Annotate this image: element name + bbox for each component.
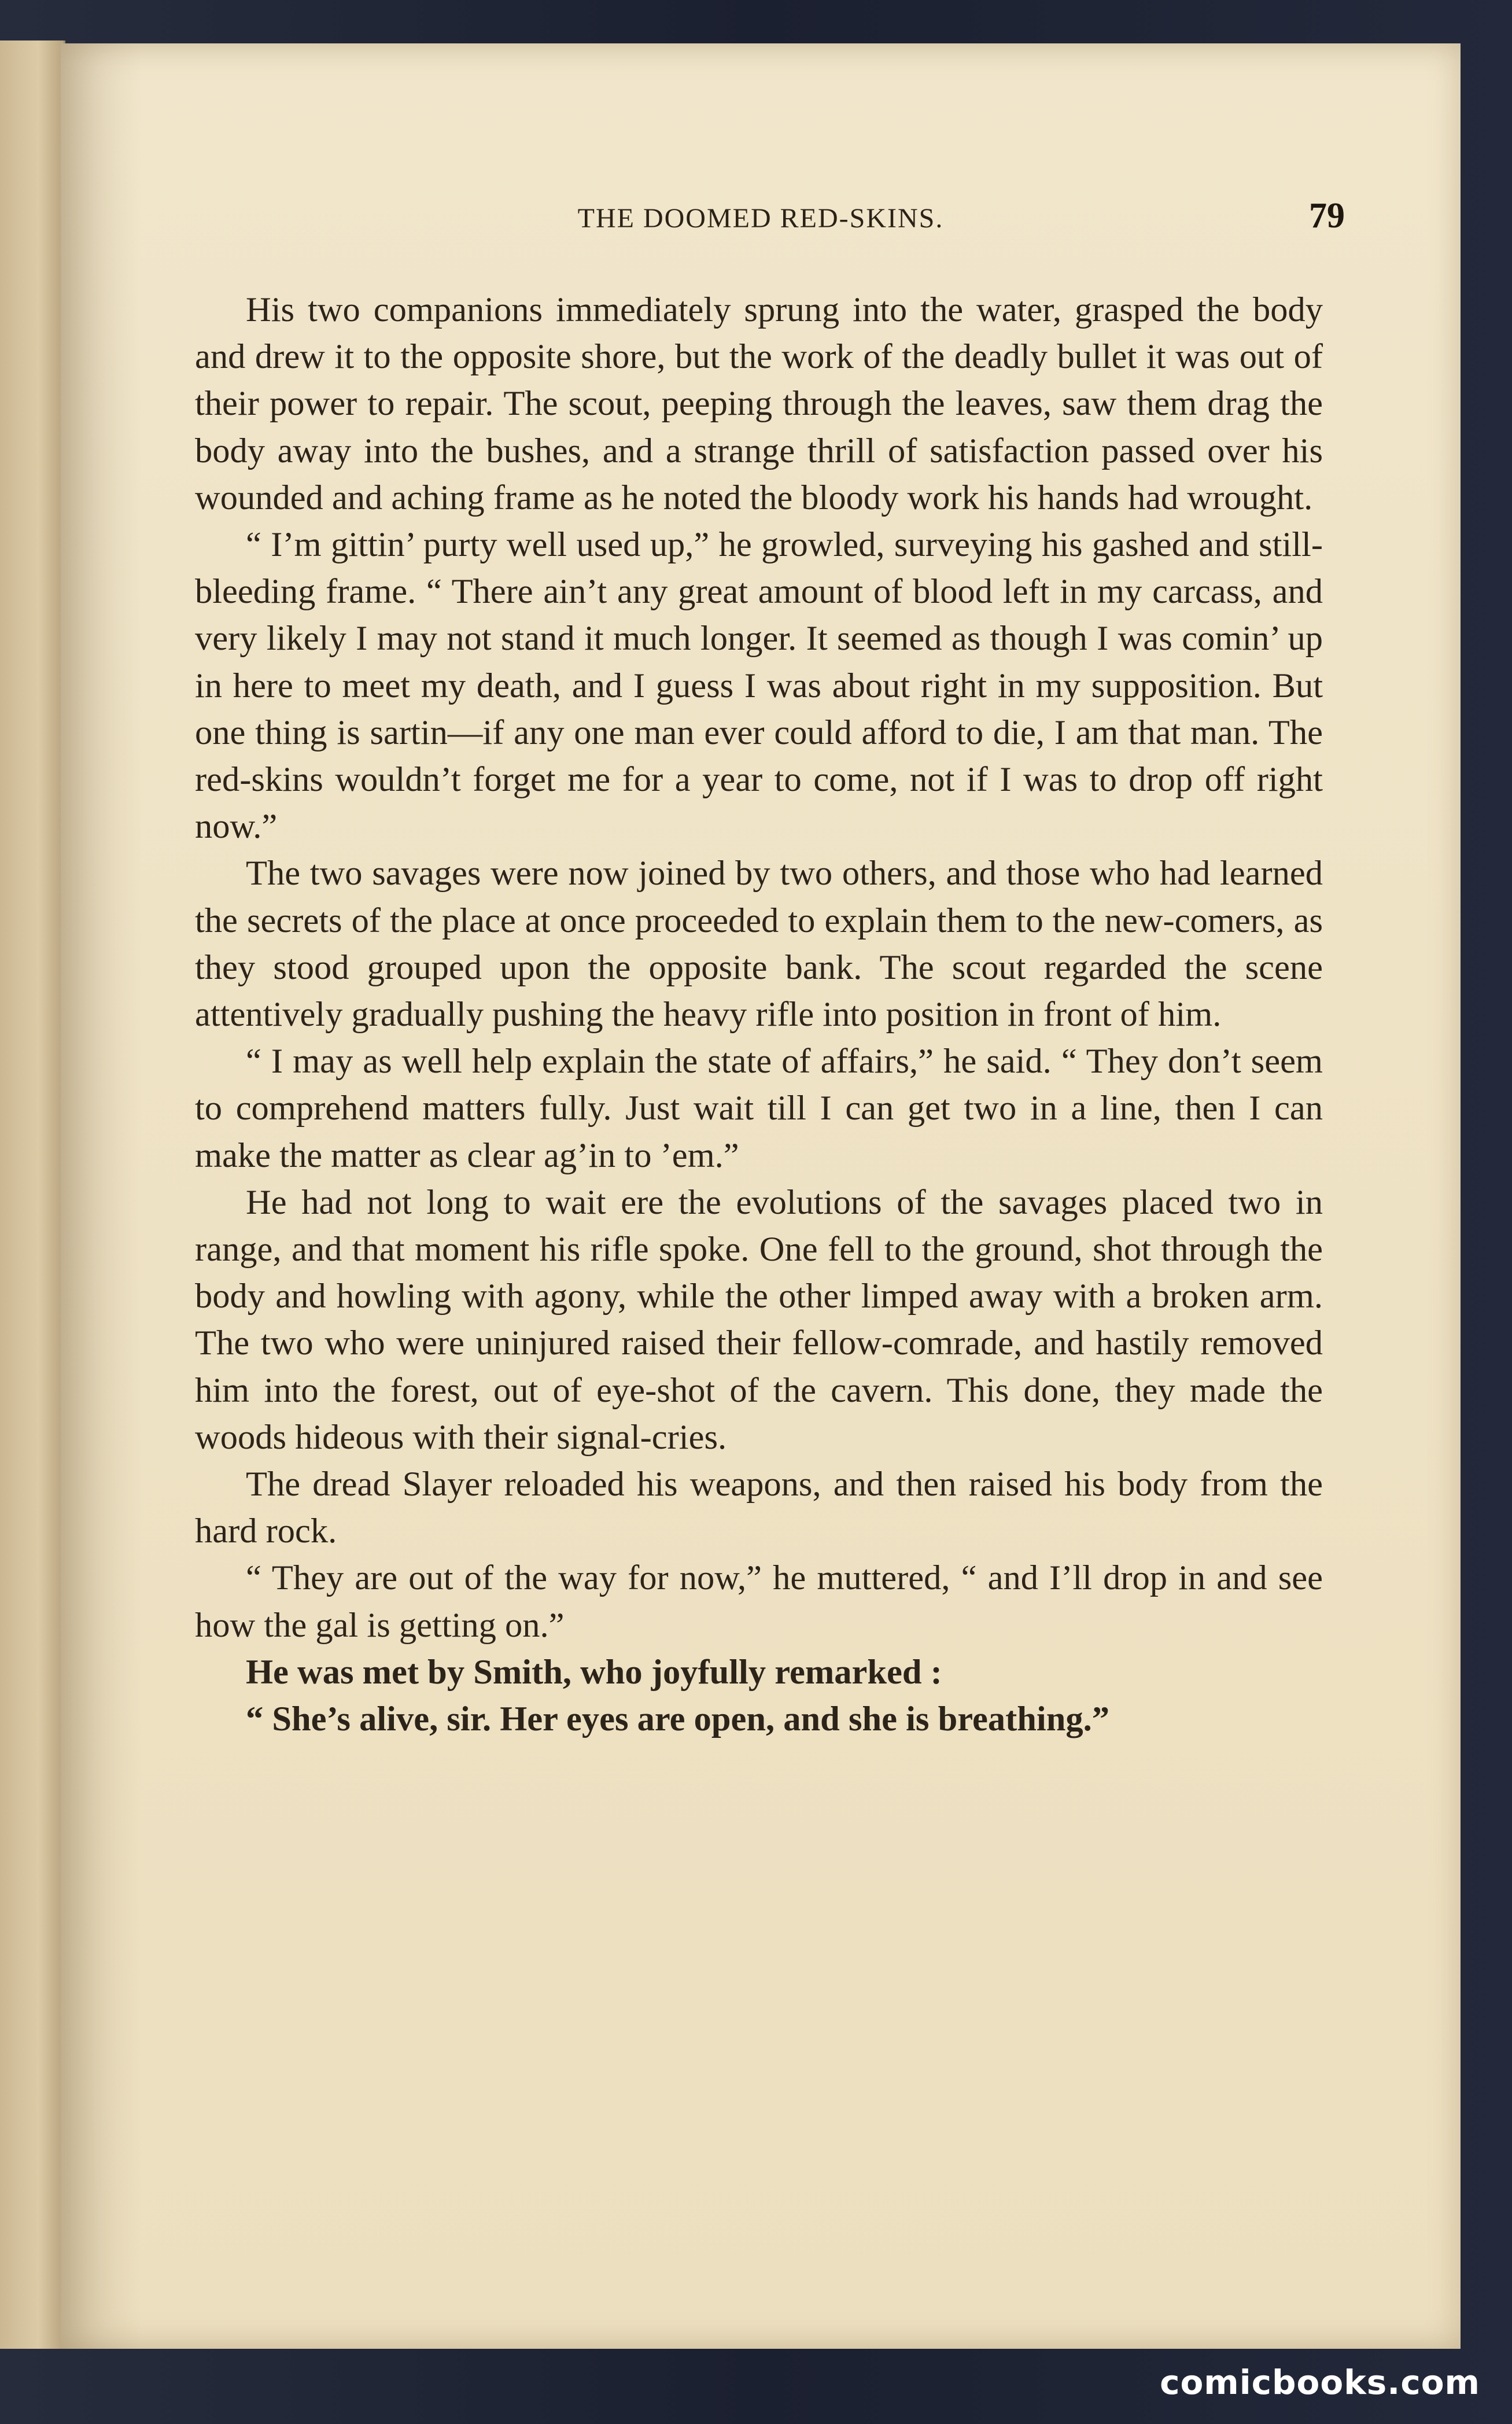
paragraph-8: He was met by Smith, who joyfully remarked :: [246, 1652, 942, 1692]
page-number: 79: [1309, 196, 1345, 235]
paragraph-6: The dread Slayer reloaded his weapons, and then raised his body from the hard rock.: [195, 1465, 1323, 1551]
running-title: THE DOOMED RED-SKINS.: [577, 203, 944, 234]
paragraph-5: He had not long to wait ere the evolutions of the savages placed two in range, and that moment his rifle spoke. One fell to the ground, shot through the body and howling with agony, while the other limped away with a broken arm. The two who were uninjured raised their fellow-comrade, and hastily removed him into the forest, out of eye-shot of the cavern. This done, they made the woods hideous with their signal-cries.: [195, 1182, 1323, 1457]
paragraph-4: “ I may as well help explain the state of affairs,” he said. “ They don’t seem to comprehend matters fully. Just wait till I can get two in a line, then I can make the matter as clear ag’in to ’em.”: [195, 1042, 1323, 1175]
paragraph-3: The two savages were now joined by two others, and those who had learned the secrets of the place at once proceeded to explain them to the new-comers, as they stood grouped upon the opposite bank. The scout regarded the scene attentively gradually pushing the heavy rifle into position in front of him.: [195, 854, 1323, 1034]
paragraph-2: “ I’m gittin’ purty well used up,” he growled, surveying his gashed and still-bleeding frame. “ There ain’t any great amount of blood left in my carcass, and very likely I may not stand it much longer. It seemed as though I was comin’ up in here to meet my death, and I guess I was about right in my supposition. But one thing is sartin—if any one man ever could afford to die, I am that man. The red-skins wouldn’t forget me for a year to come, not if I was to drop off right now.”: [195, 525, 1323, 846]
body-text: [195, 286, 1323, 1743]
paragraph-7: “ They are out of the way for now,” he muttered, “ and I’ll drop in and see how the gal is getting on.”: [195, 1559, 1323, 1645]
book-page: [61, 43, 1461, 2349]
book-spine-edge: [0, 40, 65, 2349]
watermark-logo: comicbooks.com: [1160, 2363, 1480, 2402]
running-head: [61, 162, 1461, 235]
paragraph-1: His two companions immediately sprung into the water, grasped the body and drew it to the opposite shore, but the work of the deadly bullet it was out of their power to repair. The scout, peeping through the leaves, saw them drag the body away into the bushes, and a strange thrill of satisfaction passed over his wounded and aching frame as he noted the bloody work his hands had wrought.: [195, 290, 1323, 517]
paragraph-9: “ She’s alive, sir. Her eyes are open, and she is breathing.”: [246, 1700, 1109, 1739]
